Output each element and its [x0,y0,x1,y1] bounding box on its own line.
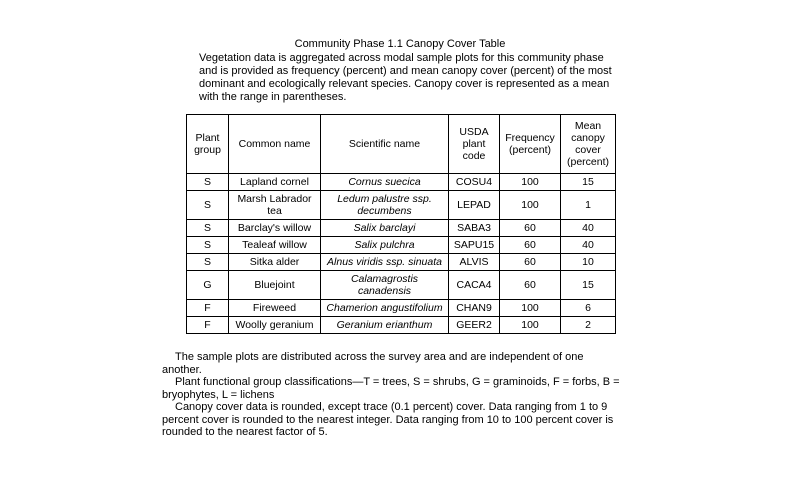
cell-cover: 15 [561,174,616,191]
cell-usda-code: SABA3 [449,220,500,237]
table-row [187,254,616,271]
cell-group: F [187,317,229,334]
table-row [187,191,616,220]
table-row [187,271,616,300]
canopy-cover-table [186,114,616,334]
cell-group: S [187,254,229,271]
cell-frequency: 100 [500,300,561,317]
cell-scientific-name: Salix pulchra [321,237,449,254]
cell-cover: 40 [561,220,616,237]
cell-frequency: 100 [500,174,561,191]
cell-scientific-name: Alnus viridis ssp. sinuata [321,254,449,271]
header-usda-code: USDA plant code [449,115,500,174]
cell-usda-code: COSU4 [449,174,500,191]
header-common-name: Common name [229,115,321,174]
table-row [187,174,616,191]
table-row [187,317,616,334]
cell-group: F [187,300,229,317]
cell-common-name: Woolly geranium [229,317,321,334]
header-plant-group: Plant group [187,115,229,174]
table-notes [162,351,622,439]
cell-cover: 10 [561,254,616,271]
cell-common-name: Bluejoint [229,271,321,300]
table-row [187,237,616,254]
cell-usda-code: CHAN9 [449,300,500,317]
cell-common-name: Sitka alder [229,254,321,271]
cell-scientific-name: Calamagrostis canadensis [321,271,449,300]
cell-group: S [187,191,229,220]
table-title: Community Phase 1.1 Canopy Cover Table [294,38,506,50]
cell-usda-code: CACA4 [449,271,500,300]
header-frequency: Frequency (percent) [500,115,561,174]
table-header-row [187,115,616,174]
cell-cover: 2 [561,317,616,334]
cell-usda-code: LEPAD [449,191,500,220]
cell-group: G [187,271,229,300]
table-row [187,300,616,317]
cell-usda-code: SAPU15 [449,237,500,254]
note-rounding: Canopy cover data is rounded, except trace (0.1 percent) cover. Data ranging from 1 to 9 percent cover is rounded to the nearest integer. Data ranging from 10 to 100 percent cover is rounded to the nearest factor of 5. [162,401,614,438]
note-sample-plots: The sample plots are distributed across the survey area and are independent of one another. [162,351,584,376]
cell-common-name: Fireweed [229,300,321,317]
cell-frequency: 60 [500,220,561,237]
cell-usda-code: ALVIS [449,254,500,271]
intro-paragraph: Vegetation data is aggregated across modal sample plots for this community phase and is provided as frequency (percent) and mean canopy cover (percent) of the most dominant and ecologically relevant species. Canopy cover is represented as a mean with the range in parentheses. [199,52,612,103]
cell-scientific-name: Salix barclayi [321,220,449,237]
note-functional-groups: Plant functional group classifications—T = trees, S = shrubs, G = graminoids, F = forbs, B = bryophytes, L = lichens [162,376,620,401]
cell-group: S [187,220,229,237]
cell-frequency: 100 [500,317,561,334]
cell-scientific-name: Cornus suecica [321,174,449,191]
cell-cover: 6 [561,300,616,317]
cell-frequency: 60 [500,254,561,271]
cell-cover: 40 [561,237,616,254]
cell-cover: 15 [561,271,616,300]
cell-common-name: Tealeaf willow [229,237,321,254]
cell-group: S [187,237,229,254]
cell-cover: 1 [561,191,616,220]
cell-frequency: 60 [500,237,561,254]
cell-scientific-name: Geranium erianthum [321,317,449,334]
cell-group: S [187,174,229,191]
header-mean-cover: Mean canopy cover (percent) [561,115,616,174]
header-scientific-name: Scientific name [321,115,449,174]
cell-common-name: Lapland cornel [229,174,321,191]
cell-common-name: Marsh Labrador tea [229,191,321,220]
cell-frequency: 100 [500,191,561,220]
cell-scientific-name: Chamerion angustifolium [321,300,449,317]
cell-frequency: 60 [500,271,561,300]
cell-usda-code: GEER2 [449,317,500,334]
cell-scientific-name: Ledum palustre ssp. decumbens [321,191,449,220]
cell-common-name: Barclay's willow [229,220,321,237]
table-row [187,220,616,237]
